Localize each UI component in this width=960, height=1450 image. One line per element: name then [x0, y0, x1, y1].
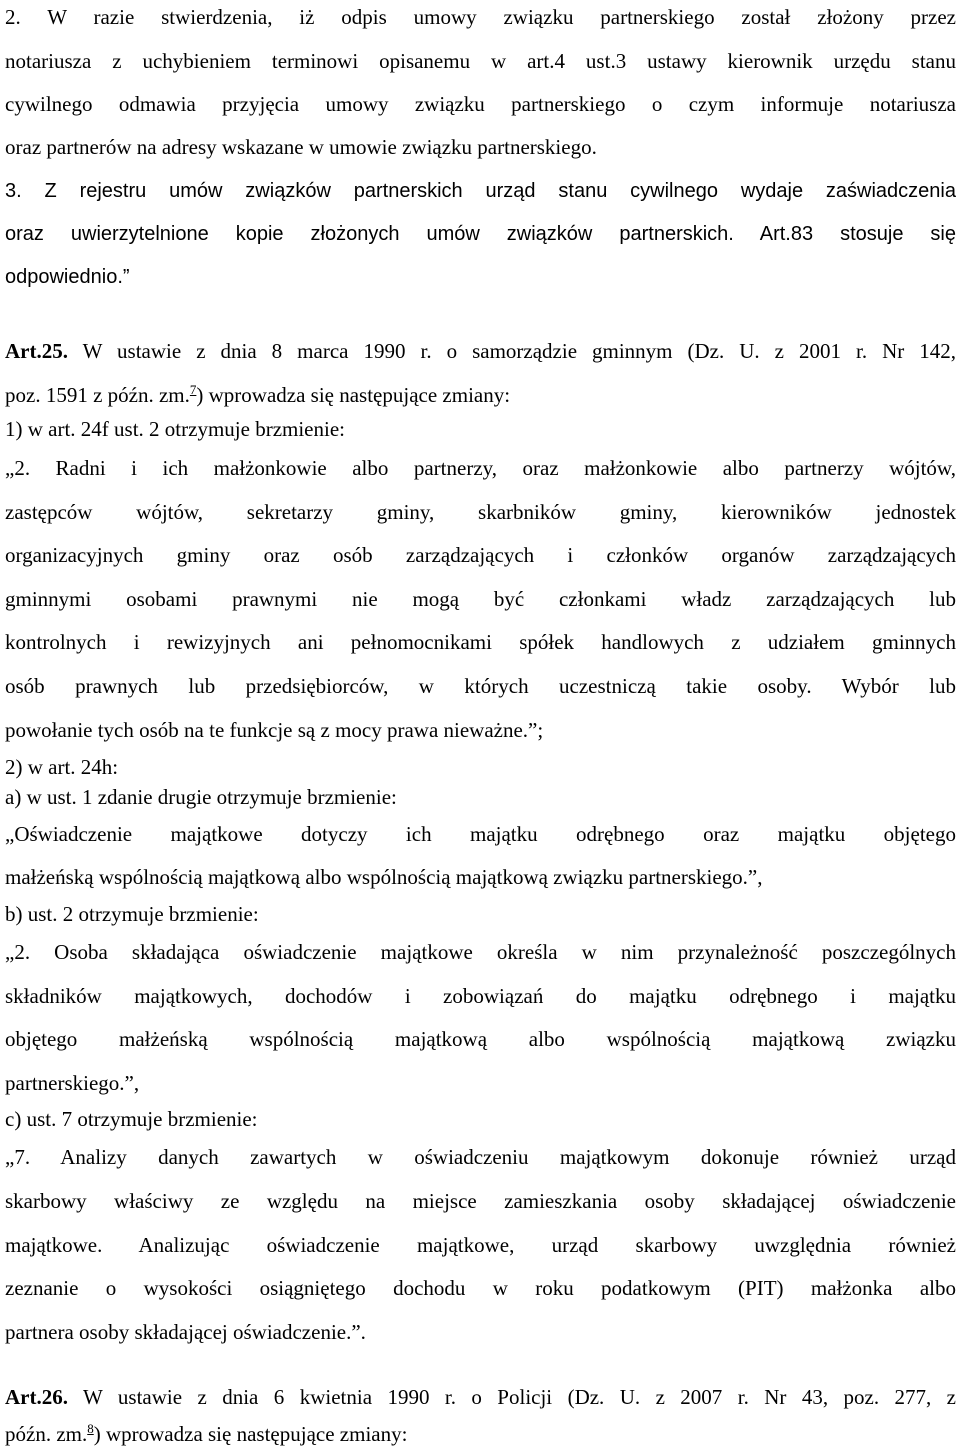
article-25-intro: W ustawie z dnia 8 marca 1990 r. o samorządzie gminnym (Dz. U. z 2001 r. Nr 142, — [67, 339, 956, 363]
footnote-ref-8[interactable]: 8 — [87, 1421, 94, 1436]
article-26-heading: Art.26. — [5, 1385, 68, 1409]
article-26-citation: późn. zm. — [5, 1422, 88, 1446]
quote-2c-line-2: skarbowy właściwy ze względu na miejsce zamieszkania osoby składającej oświadczenie — [5, 1189, 956, 1213]
quote-2a-line-2: małżeńską wspólnością majątkową albo wspólnością majątkową związku partnerskiego.”, — [5, 865, 763, 889]
quote-1-line-7: powołanie tych osób na te funkcje są z mocy prawa nieważne.”; — [5, 718, 544, 742]
paragraph-2-line-3: cywilnego odmawia przyjęcia umowy związku partnerskiego o czym informuje notariusza — [5, 92, 956, 116]
article-25-heading: Art.25. — [5, 339, 68, 363]
item-2c: c) ust. 7 otrzymuje brzmienie: — [5, 1107, 258, 1131]
article-26-intro-end: ) wprowadza się następujące zmiany: — [93, 1422, 408, 1446]
article-25-intro-end: ) wprowadza się następujące zmiany: — [196, 383, 511, 407]
quote-1-line-4: gminnymi osobami prawnymi nie mogą być członkami władz zarządzających lub — [5, 587, 956, 611]
item-2a: a) w ust. 1 zdanie drugie otrzymuje brzmienie: — [5, 785, 397, 809]
article-25-line-1 — [5, 338, 956, 364]
paragraph-2-line-1: 2. W razie stwierdzenia, iż odpis umowy związku partnerskiego został złożony przez — [5, 5, 956, 29]
quote-1-line-2: zastępców wójtów, sekretarzy gminy, skarbników gminy, kierowników jednostek — [5, 500, 956, 524]
item-2: 2) w art. 24h: — [5, 755, 119, 779]
paragraph-2-line-2: notariusza z uchybieniem terminowi opisanemu w art.4 ust.3 ustawy kierownik urzędu stanu — [5, 49, 956, 73]
quote-2c-line-5: partnera osoby składającej oświadczenie.”. — [5, 1320, 366, 1344]
footnote-ref-7[interactable]: 7 — [189, 382, 197, 397]
article-26-line-2 — [5, 1421, 956, 1447]
quote-2b-line-2: składników majątkowych, dochodów i zobowiązań do majątku odrębnego i majątku — [5, 984, 956, 1008]
quote-1-line-1: „2. Radni i ich małżonkowie albo partnerzy, oraz małżonkowie albo partnerzy wójtów, — [5, 456, 956, 480]
quote-2b-line-4: partnerskiego.”, — [5, 1071, 140, 1095]
quote-2c-line-3: majątkowe. Analizując oświadczenie majątkowe, urząd skarbowy uwzględnia również — [5, 1233, 956, 1257]
article-25-citation: poz. 1591 z późn. zm. — [5, 383, 190, 407]
paragraph-3-line-1: 3. Z rejestru umów związków partnerskich urząd stanu cywilnego wydaje zaświadczenia — [5, 180, 956, 202]
paragraph-3-line-3: odpowiednio.” — [5, 266, 130, 288]
quote-2c-line-1: „7. Analizy danych zawartych w oświadczeniu majątkowym dokonuje również urząd — [5, 1145, 956, 1169]
article-26-intro: W ustawie z dnia 6 kwietnia 1990 r. o Policji (Dz. U. z 2007 r. Nr 43, poz. 277, z — [67, 1385, 956, 1409]
quote-2a-line-1: „Oświadczenie majątkowe dotyczy ich majątku odrębnego oraz majątku objętego — [5, 822, 956, 846]
quote-2c-line-4: zeznanie o wysokości osiągniętego dochodu w roku podatkowym (PIT) małżonka albo — [5, 1276, 956, 1300]
quote-2b-line-3: objętego małżeńską wspólnością majątkową albo wspólnością majątkową związku — [5, 1027, 956, 1051]
quote-1-line-5: kontrolnych i rewizyjnych ani pełnomocnikami spółek handlowych z udziałem gminnych — [5, 630, 956, 654]
paragraph-2-line-4: oraz partnerów na adresy wskazane w umowie związku partnerskiego. — [5, 135, 597, 159]
item-2b: b) ust. 2 otrzymuje brzmienie: — [5, 902, 259, 926]
quote-1-line-3: organizacyjnych gminy oraz osób zarządzających i członków organów zarządzających — [5, 543, 956, 567]
item-1: 1) w art. 24f ust. 2 otrzymuje brzmienie: — [5, 417, 345, 441]
article-25-line-2 — [5, 382, 956, 408]
article-26-line-1 — [5, 1384, 956, 1410]
paragraph-3-line-2: oraz uwierzytelnione kopie złożonych umów związków partnerskich. Art.83 stosuje się — [5, 223, 956, 245]
quote-2b-line-1: „2. Osoba składająca oświadczenie majątkowe określa w nim przynależność poszczególnych — [5, 940, 956, 964]
quote-1-line-6: osób prawnych lub przedsiębiorców, w których uczestniczą takie osoby. Wybór lub — [5, 674, 956, 698]
